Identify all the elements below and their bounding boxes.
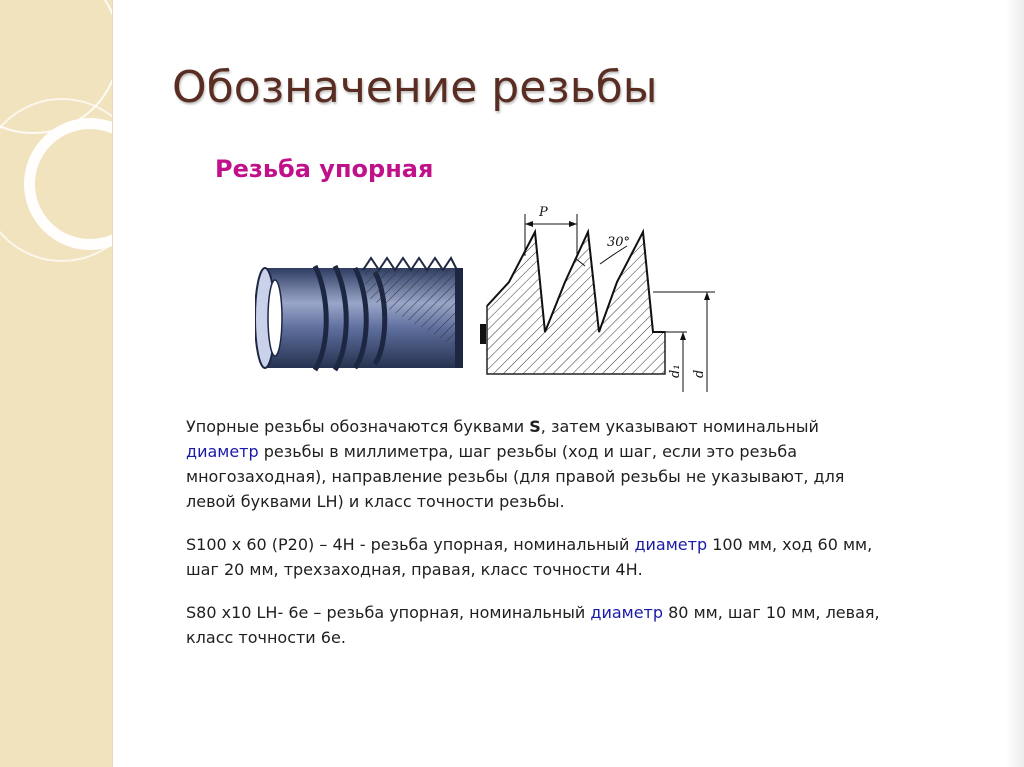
description-paragraph: Упорные резьбы обозначаются буквами S, затем указывают номинальный диаметр резьбы в миллиметра, шаг резьбы (ход и шаг, если это резьба многозаходная), направление резьбы (для правой резьбы не указывают, для левой буквами LH) и класс точности резьбы. xyxy=(186,417,845,511)
slide-title: Обозначение резьбы xyxy=(172,62,658,113)
pitch-label: P xyxy=(539,205,548,220)
sidebar-divider xyxy=(112,0,113,767)
thread-profile xyxy=(480,205,715,392)
bolt-illustration xyxy=(255,258,463,370)
angle-label: 30° xyxy=(607,235,631,250)
inner-diameter-label: d₁ xyxy=(668,364,683,378)
outer-diameter-label: d xyxy=(692,369,707,378)
slide-subtitle: Резьба упорная xyxy=(215,155,434,183)
diameter-link[interactable]: диаметр xyxy=(634,535,708,554)
example-paragraph-1: S100 х 60 (Р20) – 4H - резьба упорная, номинальный диаметр 100 мм, ход 60 мм, шаг 20 мм, трехзаходная, правая, класс точности 4Н. xyxy=(186,535,873,579)
example-paragraph-2: S80 х10 LH- 6e – резьба упорная, номинальный диаметр 80 мм, шаг 10 мм, левая, класс точности 6е. xyxy=(186,603,880,647)
letter-s: S xyxy=(529,417,541,436)
diameter-link[interactable]: диаметр xyxy=(590,603,664,622)
thread-drawing xyxy=(255,196,725,392)
slide-body xyxy=(186,414,886,668)
diameter-link[interactable]: диаметр xyxy=(186,442,259,461)
page-edge-shadow xyxy=(1006,0,1024,767)
decorative-sidebar xyxy=(0,0,112,767)
